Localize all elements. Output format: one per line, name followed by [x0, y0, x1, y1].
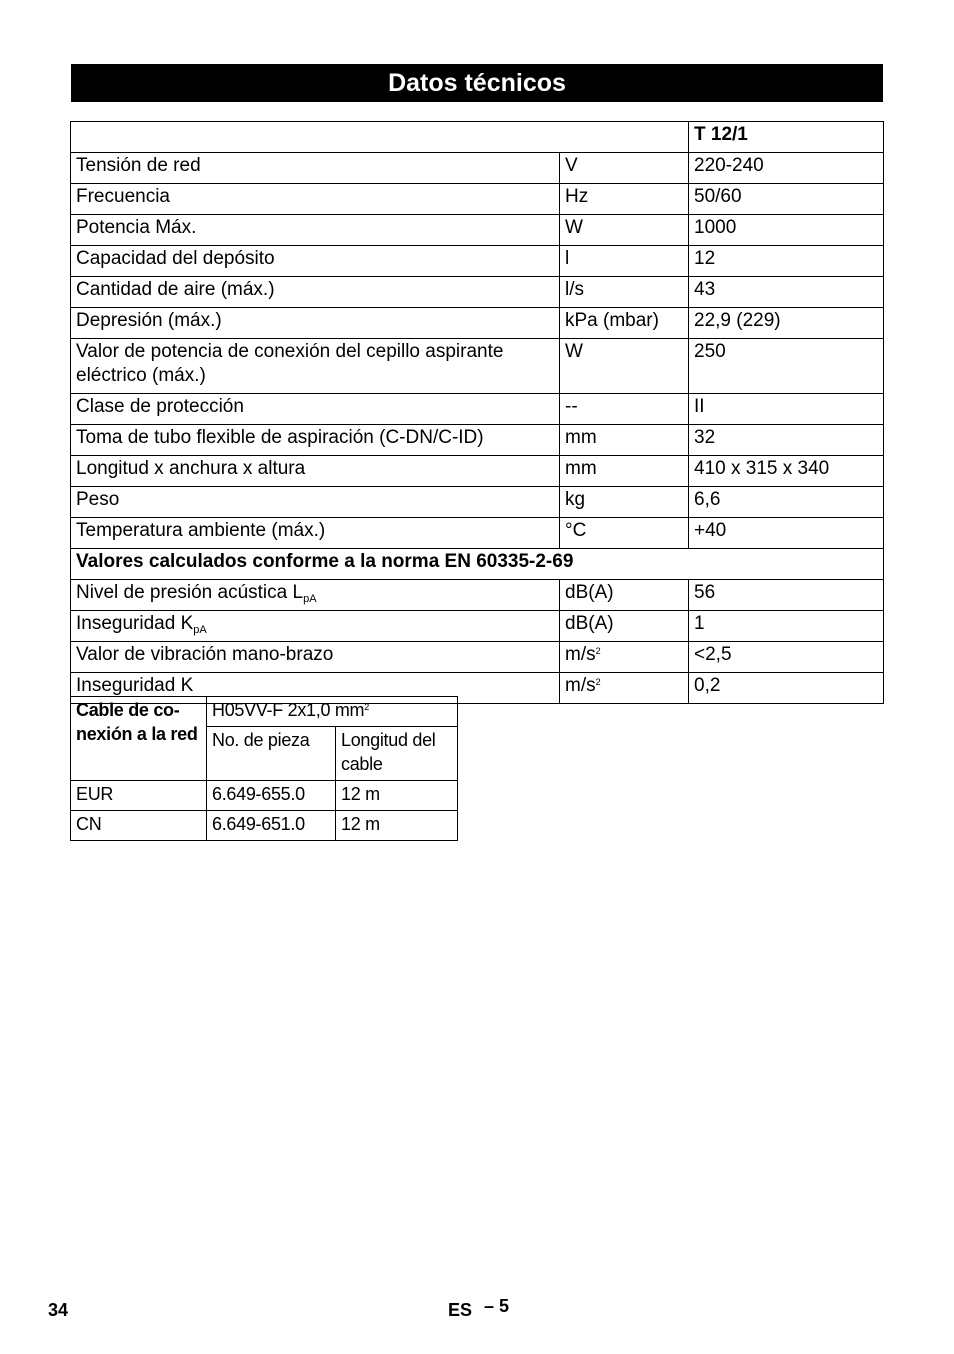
row-value: 0,2	[689, 673, 884, 704]
table-row	[71, 642, 884, 673]
header-empty-cell	[71, 122, 689, 153]
power-cable-table	[70, 696, 458, 841]
table-row	[71, 518, 884, 549]
row-unit: l/s	[560, 277, 689, 308]
length-cell: 12 m	[336, 811, 458, 841]
row-value: 1000	[689, 215, 884, 246]
row-label: Clase de protección	[71, 394, 560, 425]
model-header: T 12/1	[689, 122, 884, 153]
cable-type-superscript: 2	[364, 702, 369, 712]
row-label: Valor de vibración mano-brazo	[71, 642, 560, 673]
section-header-row	[71, 549, 884, 580]
row-unit: kPa (mbar)	[560, 308, 689, 339]
row-unit: Hz	[560, 184, 689, 215]
row-unit: mm	[560, 425, 689, 456]
row-unit: °C	[560, 518, 689, 549]
row-unit: V	[560, 153, 689, 184]
row-value: 6,6	[689, 487, 884, 518]
table-row	[71, 811, 458, 841]
row-value: 22,9 (229)	[689, 308, 884, 339]
cable-length-header: Longitud del cable	[336, 727, 458, 781]
table-row	[71, 611, 884, 642]
row-value: 410 x 315 x 340	[689, 456, 884, 487]
section-header: Valores calculados conforme a la norma EN 60335-2-69	[71, 549, 884, 580]
row-unit	[560, 673, 689, 704]
row-value: II	[689, 394, 884, 425]
part-number-cell: 6.649-655.0	[207, 781, 336, 811]
table-row	[71, 425, 884, 456]
label-subscript: pA	[193, 624, 207, 636]
cable-type	[207, 697, 458, 727]
language-code: ES	[448, 1300, 473, 1320]
row-value: 220-240	[689, 153, 884, 184]
label-text: Inseguridad K	[76, 613, 194, 634]
row-unit: mm	[560, 456, 689, 487]
row-unit: W	[560, 339, 689, 394]
row-value: <2,5	[689, 642, 884, 673]
unit-superscript: 2	[595, 677, 601, 687]
unit-text: m/s	[565, 675, 596, 696]
row-value: 43	[689, 277, 884, 308]
cable-row-header: Cable de co-nexión a la red	[71, 697, 207, 781]
section-page: – 5	[484, 1296, 510, 1316]
row-unit: kg	[560, 487, 689, 518]
table-row	[71, 487, 884, 518]
table-row	[71, 308, 884, 339]
row-label: Peso	[71, 487, 560, 518]
row-label: Inseguridad K	[71, 673, 560, 704]
row-value: 1	[689, 611, 884, 642]
table-row	[71, 184, 884, 215]
row-label: Potencia Máx.	[71, 215, 560, 246]
row-value: +40	[689, 518, 884, 549]
row-label: Cantidad de aire (máx.)	[71, 277, 560, 308]
region-cell: CN	[71, 811, 207, 841]
table-row	[71, 246, 884, 277]
page-number: 34	[48, 1300, 69, 1320]
row-label: Tensión de red	[71, 153, 560, 184]
technical-data-table	[70, 121, 884, 704]
page-title: Datos técnicos	[71, 64, 883, 102]
length-cell: 12 m	[336, 781, 458, 811]
part-number-cell: 6.649-651.0	[207, 811, 336, 841]
row-value: 32	[689, 425, 884, 456]
row-unit	[560, 642, 689, 673]
row-label: Frecuencia	[71, 184, 560, 215]
cable-type-text: H05VV-F 2x1,0 mm	[212, 700, 365, 720]
unit-text: m/s	[565, 644, 596, 665]
label-subscript: pA	[303, 593, 317, 605]
unit-superscript: 2	[595, 646, 601, 656]
part-number-header: No. de pieza	[207, 727, 336, 781]
row-unit: dB(A)	[560, 580, 689, 611]
table-row	[71, 394, 884, 425]
row-value: 50/60	[689, 184, 884, 215]
region-cell: EUR	[71, 781, 207, 811]
table-header-row	[71, 122, 884, 153]
table-row	[71, 456, 884, 487]
table-row	[71, 781, 458, 811]
cable-header-row	[71, 697, 458, 727]
row-unit: --	[560, 394, 689, 425]
row-label: Capacidad del depósito	[71, 246, 560, 277]
label-text: Nivel de presión acústica L	[76, 582, 304, 603]
row-label	[71, 580, 560, 611]
row-label: Valor de potencia de conexión del cepillo aspirante eléctrico (máx.)	[71, 339, 560, 394]
row-label: Depresión (máx.)	[71, 308, 560, 339]
table-row	[71, 580, 884, 611]
table-row	[71, 153, 884, 184]
table-row	[71, 339, 884, 394]
row-value: 56	[689, 580, 884, 611]
row-label: Temperatura ambiente (máx.)	[71, 518, 560, 549]
row-unit: dB(A)	[560, 611, 689, 642]
row-label: Longitud x anchura x altura	[71, 456, 560, 487]
table-row	[71, 277, 884, 308]
row-value: 250	[689, 339, 884, 394]
row-unit: l	[560, 246, 689, 277]
row-value: 12	[689, 246, 884, 277]
row-unit: W	[560, 215, 689, 246]
row-label: Toma de tubo flexible de aspiración (C-DN/C-ID)	[71, 425, 560, 456]
table-row	[71, 215, 884, 246]
row-label	[71, 611, 560, 642]
